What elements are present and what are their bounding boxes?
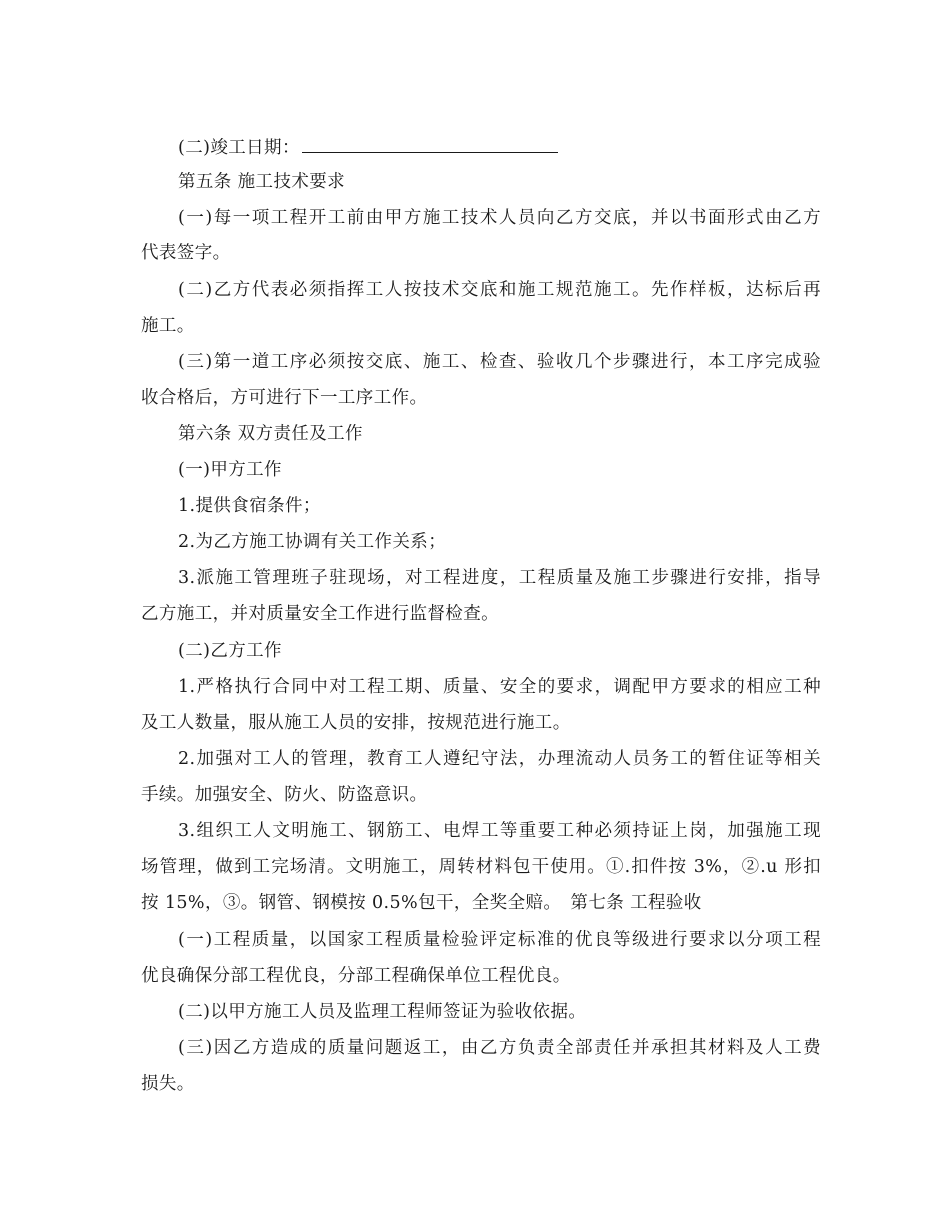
article-5-para-3-line-2: 收合格后，方可进行下一工序工作。 bbox=[141, 388, 428, 408]
party-a-item-2: 2.为乙方施工协调有关工作关系； bbox=[178, 532, 447, 552]
article-7-para-3-line-1: (三)因乙方造成的质量问题返工，由乙方负责全部责任并承担其材料及人工费 bbox=[178, 1038, 821, 1058]
completion-date-line bbox=[178, 134, 821, 159]
article-5-para-1-line-1: (一)每一项工程开工前由甲方施工技术人员向乙方交底，并以书面形式由乙方 bbox=[178, 208, 821, 228]
article-7-para-2: (二)以甲方施工人员及监理工程师签证为验收依据。 bbox=[178, 1002, 587, 1022]
article-5-title: 第五条 施工技术要求 bbox=[178, 172, 346, 192]
party-a-item-3-line-2: 乙方施工，并对质量安全工作进行监督检查。 bbox=[141, 604, 499, 624]
article-5-para-2-line-2: 施工。 bbox=[141, 316, 195, 336]
article-5-para-2-line-1: (二)乙方代表必须指挥工人按技术交底和施工规范施工。先作样板，达标后再 bbox=[178, 280, 821, 300]
party-b-item-2-line-1: 2.加强对工人的管理，教育工人遵纪守法，办理流动人员务工的暂住证等相关 bbox=[178, 749, 821, 769]
party-b-item-1-line-2: 及工人数量，服从施工人员的安排，按规范进行施工。 bbox=[141, 713, 571, 733]
article-7-para-3-line-2: 损失。 bbox=[141, 1074, 195, 1094]
party-b-section-title: (二)乙方工作 bbox=[178, 641, 282, 661]
article-5-para-1-line-2: 代表签字。 bbox=[141, 243, 231, 263]
article-7-para-1-line-2: 优良确保分部工程优良，分部工程确保单位工程优良。 bbox=[141, 966, 571, 986]
party-b-item-3-line-3: 按 15%，③。钢管、钢模按 0.5%包干，全奖全赔。 第七条 工程验收 bbox=[141, 893, 702, 913]
completion-date-blank bbox=[302, 134, 558, 153]
article-6-title: 第六条 双方责任及工作 bbox=[178, 424, 363, 444]
party-b-item-2-line-2: 手续。加强安全、防火、防盗意识。 bbox=[141, 785, 428, 805]
party-a-section-title: (一)甲方工作 bbox=[178, 460, 282, 480]
article-7-para-1-line-1: (一)工程质量，以国家工程质量检验评定标准的优良等级进行要求以分项工程 bbox=[178, 930, 821, 950]
party-b-item-3-line-2: 场管理，做到工完场清。文明施工，周转材料包干使用。①.扣件按 3%，②.u 形扣 bbox=[141, 857, 821, 877]
article-5-para-3-line-1: (三)第一道工序必须按交底、施工、检查、验收几个步骤进行，本工序完成验 bbox=[178, 352, 821, 372]
party-a-item-3-line-1: 3.派施工管理班子驻现场，对工程进度，工程质量及施工步骤进行安排，指导 bbox=[178, 568, 821, 588]
party-b-item-1-line-1: 1.严格执行合同中对工程工期、质量、安全的要求，调配甲方要求的相应工种 bbox=[178, 677, 821, 697]
party-b-item-3-line-1: 3.组织工人文明施工、钢筋工、电焊工等重要工种必须持证上岗，加强施工现 bbox=[178, 821, 821, 841]
completion-date-label: (二)竣工日期： bbox=[178, 138, 300, 158]
party-a-item-1: 1.提供食宿条件； bbox=[178, 496, 321, 516]
